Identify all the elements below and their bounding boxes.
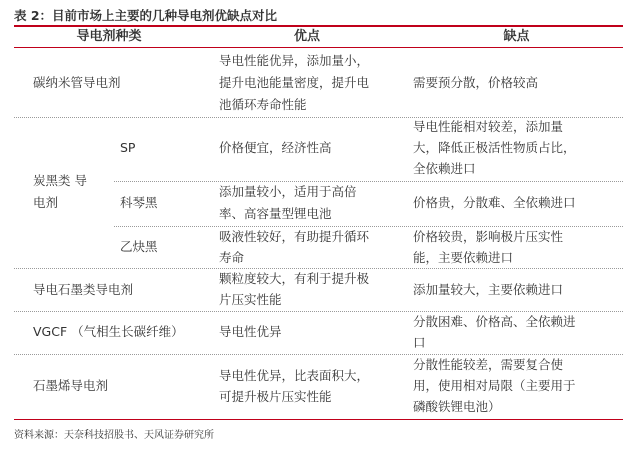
row-graphite-pros-2: 片压实性能 — [219, 292, 282, 307]
row-acetylene-cons-1: 价格较贵，影响极片压实性 — [413, 229, 564, 244]
row-vgcf-cons-1: 分散困难、价格高、全依赖进 — [413, 314, 576, 329]
row-graphite-cons-1: 添加量较大，主要依赖进口 — [413, 282, 564, 297]
row-separator — [114, 181, 623, 182]
table-title: 表 2：目前市场上主要的几种导电剂优缺点对比 — [14, 8, 278, 23]
row-cnt-cons-1: 需要预分散，价格较高 — [413, 75, 539, 90]
row-ketjen-pros-2: 率、高容量型锂电池 — [219, 206, 332, 221]
row-graphene-cons-1: 分散性能较差，需要复合使 — [413, 357, 564, 372]
row-sp-cons-2: 大，降低正极活性物质占比， — [413, 140, 576, 155]
row-graphene-type: 石墨烯导电剂 — [33, 378, 109, 393]
row-acetylene-pros-2: 寿命 — [219, 250, 245, 265]
header-cons: 缺点 — [503, 29, 530, 44]
source-note: 资料来源：天奈科技招股书、天风证券研究所 — [14, 430, 214, 441]
row-ketjen-pros-1: 添加量较小，适用于高倍 — [219, 184, 357, 199]
row-sp-pros-1: 价格便宜，经济性高 — [219, 140, 332, 155]
row-vgcf-type: VGCF （气相生长碳纤维） — [33, 324, 184, 339]
row-acetylene-pros-1: 吸液性较好，有助提升循环 — [219, 229, 370, 244]
row-graphene-pros-1: 导电性优异，比表面积大， — [219, 368, 370, 383]
header-type: 导电剂种类 — [76, 29, 142, 44]
row-cnt-type: 碳纳米管导电剂 — [33, 75, 121, 90]
row-acetylene-type: 乙炔黑 — [120, 239, 158, 254]
row-graphene-cons-2: 用，使用相对局限（主要用于 — [413, 378, 576, 393]
row-vgcf-pros-1: 导电性优异 — [219, 324, 282, 339]
row-cnt-pros-2: 提升电池能量密度，提升电 — [219, 75, 370, 90]
row-vgcf-cons-2: 口 — [413, 335, 426, 350]
table-header-rule — [14, 47, 623, 48]
header-pros: 优点 — [293, 29, 320, 44]
row-graphite-pros-1: 颗粒度较大，有利于提升极 — [219, 271, 370, 286]
row-ketjen-cons-1: 价格贵，分散难、全依赖进口 — [413, 195, 576, 210]
row-sp-type: SP — [120, 140, 136, 155]
row-sp-cons-3: 全依赖进口 — [413, 161, 476, 176]
row-graphite-type: 导电石墨类导电剂 — [33, 282, 134, 297]
row-cnt-pros-3: 池循环寿命性能 — [219, 97, 307, 112]
row-sp-cons-1: 导电性能相对较差，添加量 — [413, 119, 564, 134]
group-carbon-black-1: 炭黑类 导 — [33, 173, 87, 188]
row-acetylene-cons-2: 能，主要依赖进口 — [413, 250, 514, 265]
table-bottom-rule — [14, 419, 623, 420]
row-ketjen-type: 科琴黑 — [120, 195, 158, 210]
row-graphene-cons-3: 磷酸铁锂电池） — [413, 399, 501, 414]
group-carbon-black-2: 电剂 — [33, 195, 59, 210]
row-cnt-pros-1: 导电性能优异，添加量小， — [219, 53, 370, 68]
row-graphene-pros-2: 可提升极片压实性能 — [219, 389, 332, 404]
